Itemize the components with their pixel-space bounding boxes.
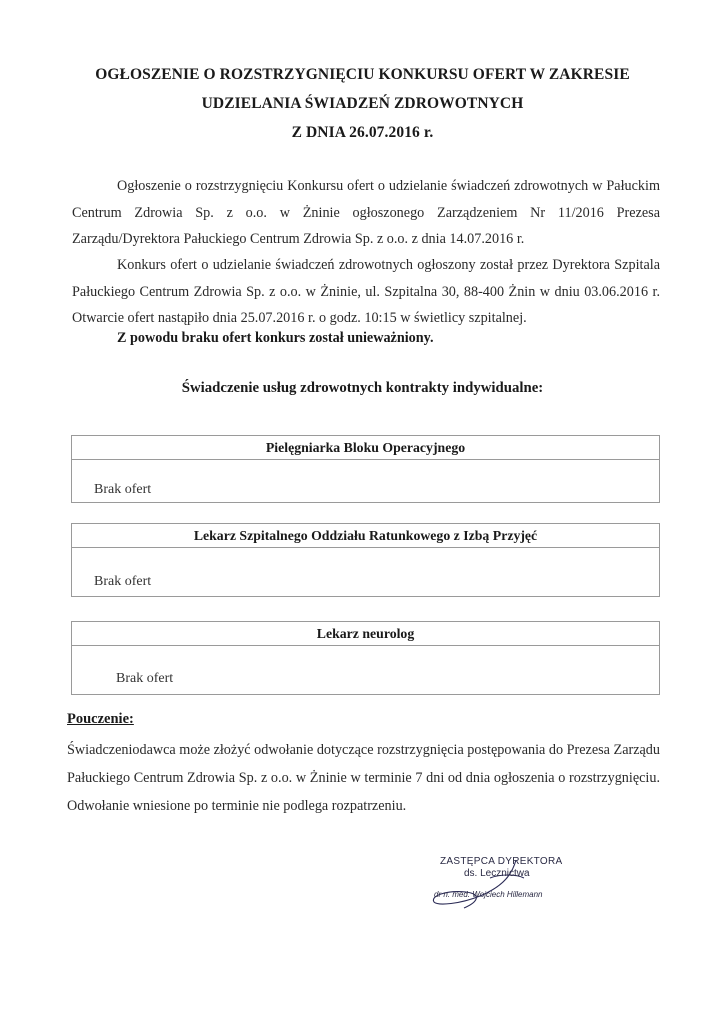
notice-text: Świadczeniodawca może złożyć odwołanie dotyczące rozstrzygnięcia postępowania do Prezesa Zarządu Pałuckiego Centrum Zdrowia Sp. z o.o. w Żninie w terminie 7 dni od dnia ogłoszenia o rozstrzygnięciu. Odwołanie wniesione po terminie nie podlega rozpatrzeniu.: [67, 742, 660, 814]
cancellation-statement: Z powodu braku ofert konkurs został unieważniony.: [117, 330, 434, 346]
offer-box-title: Lekarz neurolog: [72, 622, 659, 646]
document-title-line-2: UDZIELANIA ŚWIADZEŃ ZDROWOTNYCH: [201, 95, 524, 112]
offer-box-1: [71, 435, 660, 503]
offer-box-result: Brak ofert: [116, 671, 174, 686]
offer-box-result: Brak ofert: [94, 574, 152, 589]
stamp-name: dr n. med. Wojciech Hillemann: [434, 890, 543, 899]
section-title: Świadczenie usług zdrowotnych kontrakty indywidualne:: [181, 380, 544, 396]
signature-stamp: [420, 852, 580, 922]
document-date: Z DNIA 26.07.2016 r.: [291, 124, 434, 141]
document-title-line-1: OGŁOSZENIE O ROZSTRZYGNIĘCIU KONKURSU OFERT W ZAKRESIE: [95, 66, 630, 83]
offer-box-result: Brak ofert: [94, 482, 152, 497]
intro-paragraph-1: Ogłoszenie o rozstrzygnięciu Konkursu ofert o udzielanie świadczeń zdrowotnych w Pałuckim Centrum Zdrowia Sp. z o.o. w Żninie ogłoszonego Zarządzeniem Nr 11/2016 Prezesa Zarządu/Dyrektora Pałuckiego Centrum Zdrowia Sp. z o.o. z dnia 14.07.2016 r.: [72, 178, 660, 247]
offer-box-2: [71, 523, 660, 597]
intro-paragraph-2: Konkurs ofert o udzielanie świadczeń zdrowotnych ogłoszony został przez Dyrektora Szpitala Pałuckiego Centrum Zdrowia Sp. z o.o. w Żninie, ul. Szpitalna 30, 88-400 Żnin w dniu 03.06.2016 r. Otwarcie ofert nastąpiło dnia 25.07.2016 r. o godz. 10:15 w świetlicy szpitalnej.: [72, 257, 660, 326]
offer-box-title: Lekarz Szpitalnego Oddziału Ratunkowego z Izbą Przyjęć: [72, 524, 659, 548]
notice-heading: Pouczenie:: [67, 711, 134, 727]
offer-box-3: [71, 621, 660, 695]
stamp-department: ds. Lecznictwa: [464, 868, 530, 879]
stamp-position: ZASTĘPCA DYREKTORA: [440, 856, 563, 867]
offer-box-title: Pielęgniarka Bloku Operacyjnego: [72, 436, 659, 460]
